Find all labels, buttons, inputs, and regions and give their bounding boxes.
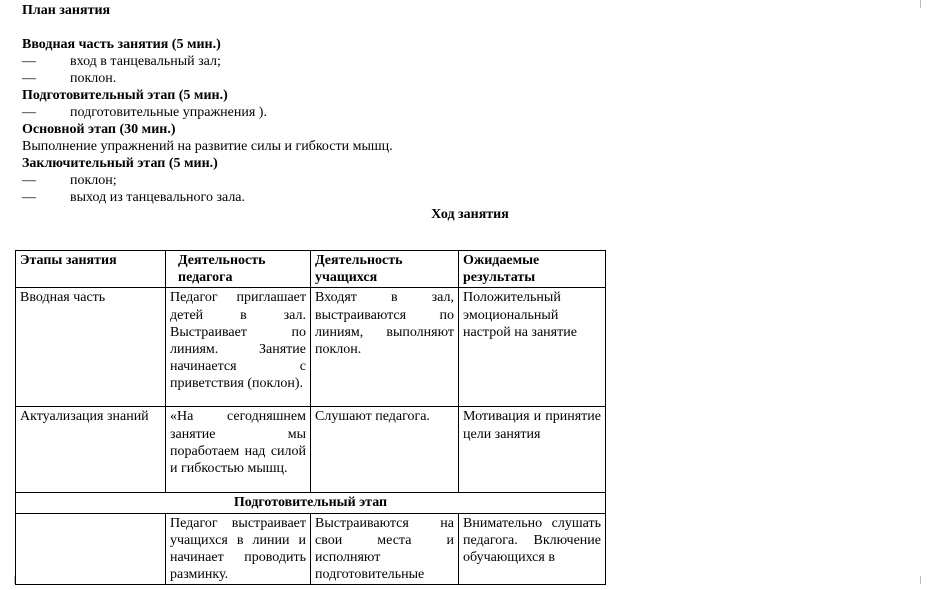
list-dash: —	[22, 54, 36, 69]
list-item-text: выход из танцевального зала.	[70, 190, 246, 205]
table-cell: Вводная часть	[16, 288, 166, 407]
list-dash: —	[22, 190, 36, 205]
page-corner-mark	[920, 576, 929, 584]
table-header-row	[16, 251, 606, 288]
table-cell: Положительный эмоциональный настрой на занятие	[459, 288, 606, 407]
final-heading: Заключительный этап (5 мин.)	[22, 156, 218, 171]
table-cell: Педагог приглашает детей в зал. Выстраивает по линиям. Занятие начинается с приветствия (поклон).	[166, 288, 311, 407]
table-cell	[16, 513, 166, 585]
table-cell: «На сегодняшнем занятие мы поработаем над силой и гибкостью мышц.	[166, 407, 311, 493]
table-cell: Выстраиваются на свои места и исполняют подготовительные	[311, 513, 459, 585]
list-item	[22, 53, 221, 70]
list-item	[22, 104, 267, 121]
column-header: Деятельность учащихся	[311, 251, 459, 288]
table-cell: Педагог выстраивает учащихся в линии и начинает проводить разминку.	[166, 513, 311, 585]
table-cell: Внимательно слушать педагога. Включение обучающихся в	[459, 513, 606, 585]
list-item	[22, 70, 116, 87]
section-row	[16, 493, 606, 513]
column-header: Ожидаемые результаты	[459, 251, 606, 288]
list-dash: —	[22, 173, 36, 188]
table-row	[16, 513, 606, 585]
section-label: Подготовительный этап	[16, 493, 606, 513]
page-corner-mark	[14, 576, 23, 584]
table-row	[16, 407, 606, 493]
list-item	[22, 172, 117, 189]
page-corner-mark	[920, 0, 929, 8]
lesson-table	[15, 250, 606, 585]
main-heading: Основной этап (30 мин.)	[22, 122, 176, 137]
table-cell: Входят в зал, выстраиваются по линиям, выполняют поклон.	[311, 288, 459, 407]
column-header: Этапы занятия	[16, 251, 166, 288]
table-cell: Слушают педагога.	[311, 407, 459, 493]
table-row	[16, 288, 606, 407]
prep-heading: Подготовительный этап (5 мин.)	[22, 88, 228, 103]
intro-heading: Вводная часть занятия (5 мин.)	[22, 37, 221, 52]
list-dash: —	[22, 71, 36, 86]
list-item-text: подготовительные упражнения ).	[70, 105, 267, 120]
list-item	[22, 189, 245, 206]
course-title: Ход занятия	[431, 207, 509, 222]
list-dash: —	[22, 105, 36, 120]
list-item-text: поклон;	[70, 173, 117, 188]
list-item-text: поклон.	[70, 71, 117, 86]
plan-title: План занятия	[22, 3, 111, 18]
main-text: Выполнение упражнений на развитие силы и гибкости мышц.	[22, 139, 393, 154]
list-item-text: вход в танцевальный зал;	[70, 54, 221, 69]
column-header: Деятельность педагога	[166, 251, 311, 288]
table-cell: Актуализация знаний	[16, 407, 166, 493]
table-cell: Мотивация и принятие цели занятия	[459, 407, 606, 493]
